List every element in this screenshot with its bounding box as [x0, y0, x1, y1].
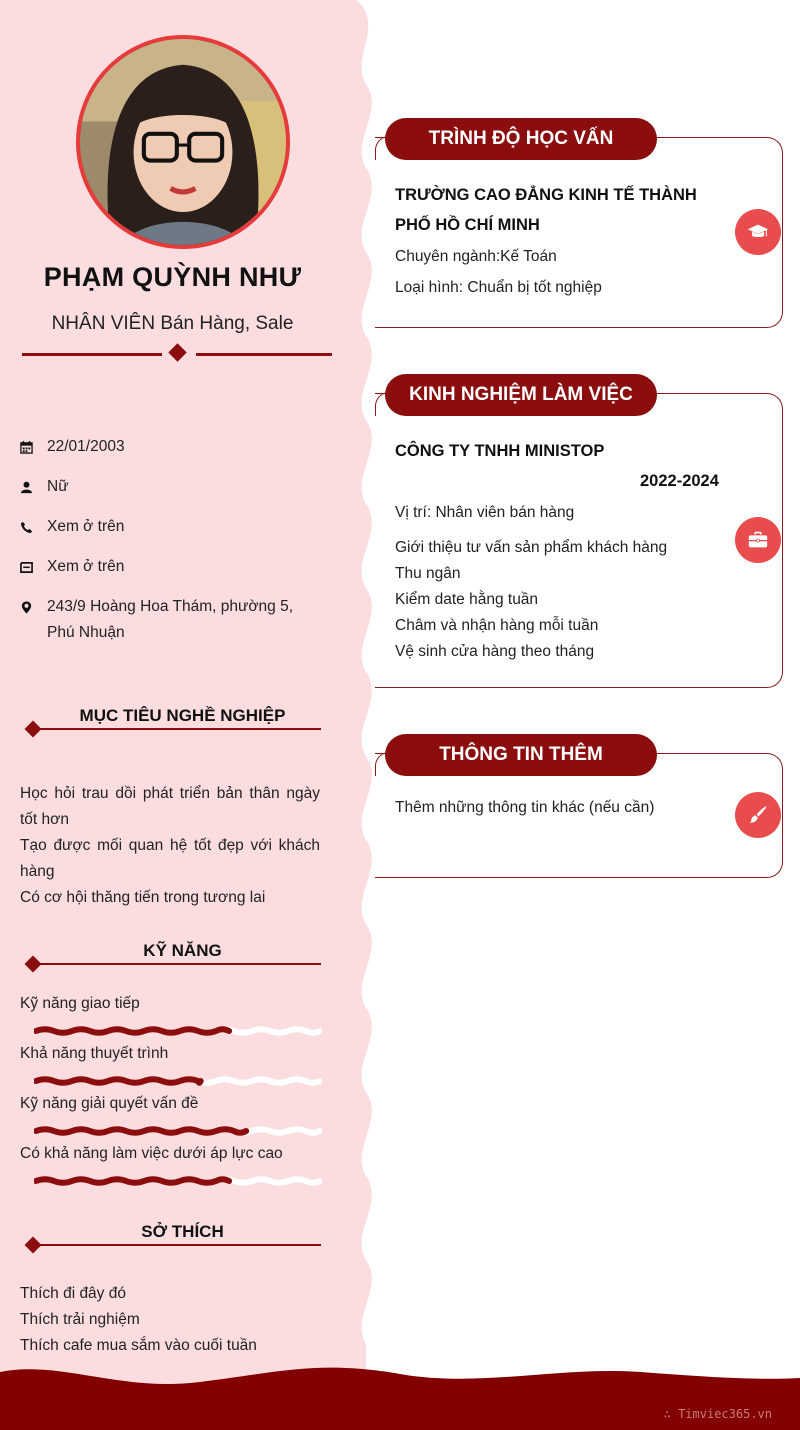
skill-bar-fill: [36, 1179, 229, 1183]
avatar: [76, 35, 290, 249]
section-title: THÔNG TIN THÊM: [439, 744, 603, 765]
user-icon: [20, 474, 47, 500]
education-section: [375, 118, 785, 330]
skill-bar: [34, 1124, 322, 1138]
skill-label: Kỹ năng giao tiếp: [20, 995, 140, 1012]
contact-email: [20, 554, 320, 580]
company-name: CÔNG TY TNHH MINISTOP: [395, 442, 605, 460]
name-divider: [22, 345, 332, 365]
section-title: TRÌNH ĐỘ HỌC VẤN: [428, 128, 614, 149]
contact-address: [20, 594, 320, 646]
section-title: KỸ NĂNG: [143, 941, 222, 960]
hobby-line: Thích đi đây đó: [20, 1285, 126, 1302]
skill-label: Có khả năng làm việc dưới áp lực cao: [20, 1145, 283, 1162]
skill-bar-fill: [36, 1029, 229, 1033]
objective-line: Tạo được mối quan hệ tốt đẹp với khách hàng: [20, 837, 320, 880]
calendar-icon: [20, 434, 47, 460]
education-tab: [385, 118, 657, 160]
email-icon: [20, 554, 47, 580]
extra-text: Thêm những thông tin khác (nếu cần): [395, 799, 655, 816]
paint-brush-icon: [735, 792, 781, 838]
objective-line: Có cơ hội thăng tiến trong tương lai: [20, 889, 266, 906]
skill-bar: [34, 1074, 322, 1088]
phone-icon: [20, 514, 47, 540]
objective-line: Học hỏi trau dồi phát triển bản thân ngày tốt hơn: [20, 785, 320, 828]
extra-section: [375, 734, 785, 880]
hobby-line: Thích cafe mua sắm vào cuối tuần: [20, 1337, 257, 1354]
experience-tab: [385, 374, 657, 416]
hobbies-heading: [24, 1222, 321, 1252]
experience-section: [375, 374, 785, 690]
work-position: Vị trí: Nhân viên bán hàng: [395, 504, 575, 521]
extra-tab: [385, 734, 657, 776]
watermark: ∴ Timviec365.vn: [663, 1407, 772, 1421]
graduation-cap-icon: [735, 209, 781, 255]
objective-text: [20, 781, 320, 911]
education-major: Chuyên ngành:Kế Toán: [395, 248, 557, 265]
section-title: SỞ THÍCH: [141, 1222, 224, 1241]
hobbies-text: [20, 1281, 320, 1359]
location-icon: [20, 594, 47, 620]
section-title: MỤC TIÊU NGHỀ NGHIỆP: [79, 706, 286, 725]
duty-item: Châm và nhận hàng mỗi tuần: [395, 617, 599, 634]
skill-bar: [34, 1174, 322, 1188]
candidate-title: NHÂN VIÊN Bán Hàng, Sale: [51, 313, 294, 334]
contact-text: Nữ: [47, 478, 69, 495]
hobby-line: Thích trải nghiệm: [20, 1311, 140, 1328]
objective-heading: [24, 706, 321, 736]
duty-item: Vệ sinh cửa hàng theo tháng: [395, 643, 595, 660]
skill-bar: [34, 1024, 322, 1038]
skills-heading: [24, 941, 321, 971]
skill-bar-fill: [36, 1079, 201, 1083]
duty-item: Giới thiệu tư vấn sản phẩm khách hàng: [395, 539, 668, 556]
duty-item: Kiểm date hằng tuần: [395, 591, 539, 608]
avatar-photo: [80, 39, 286, 245]
duty-list: [395, 535, 667, 665]
section-title: KINH NGHIỆM LÀM VIỆC: [409, 384, 633, 405]
contact-birthday: [20, 434, 320, 460]
contact-text: 22/01/2003: [47, 438, 125, 455]
school-name: TRƯỜNG CAO ĐẲNG KINH TẾ THÀNH PHỐ HỒ CHÍ MINH: [395, 186, 697, 234]
sidebar: [0, 0, 340, 1370]
education-type: Loại hình: Chuẩn bị tốt nghiệp: [395, 279, 602, 296]
work-period: 2022-2024: [640, 472, 719, 490]
contact-text: Xem ở trên: [47, 558, 125, 575]
briefcase-icon: [735, 517, 781, 563]
skill-label: Kỹ năng giải quyết vấn đề: [20, 1095, 199, 1112]
candidate-name: PHẠM QUỲNH NHƯ: [43, 262, 302, 292]
duty-item: Thu ngân: [395, 565, 461, 582]
skill-label: Khả năng thuyết trình: [20, 1045, 169, 1062]
contact-text: Xem ở trên: [47, 518, 125, 535]
contact-gender: [20, 474, 320, 500]
skill-bar-fill: [36, 1129, 246, 1133]
contact-phone: [20, 514, 320, 540]
contact-text: 243/9 Hoàng Hoa Thám, phường 5, Phú Nhuận: [47, 598, 294, 641]
